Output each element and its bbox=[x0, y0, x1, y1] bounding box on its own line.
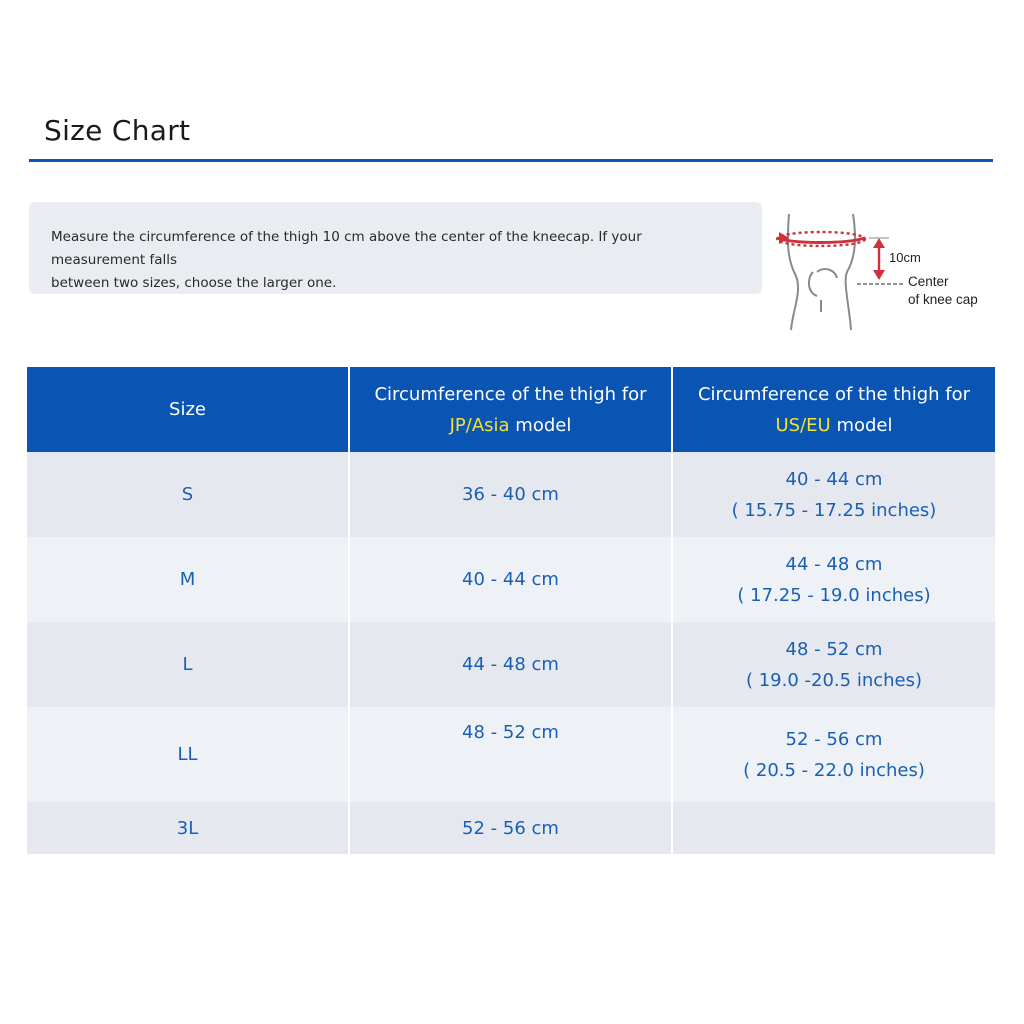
header-size-label: Size bbox=[169, 399, 206, 420]
header-jp bbox=[349, 367, 672, 452]
center-label-2: of knee cap bbox=[908, 292, 978, 307]
header-us bbox=[672, 367, 995, 452]
table-row bbox=[27, 537, 995, 622]
arrow-up-icon bbox=[873, 238, 885, 248]
table-row bbox=[27, 802, 995, 854]
note-line-2: between two sizes, choose the larger one. bbox=[51, 275, 337, 291]
table-row bbox=[27, 452, 995, 537]
jp-cell: 36 - 40 cm bbox=[349, 452, 672, 537]
header-jp-rest: model bbox=[509, 414, 572, 436]
center-label-1: Center bbox=[908, 274, 949, 289]
jp-cell: 40 - 44 cm bbox=[349, 537, 672, 622]
us-inches: ( 19.0 -20.5 inches) bbox=[745, 669, 923, 691]
size-cell: LL bbox=[27, 707, 349, 802]
size-table bbox=[27, 367, 995, 854]
header-us-rest: model bbox=[830, 414, 893, 436]
us-cell bbox=[672, 802, 995, 854]
jp-cell: 52 - 56 cm bbox=[349, 802, 672, 854]
measurement-note bbox=[29, 202, 762, 294]
distance-label: 10cm bbox=[889, 250, 921, 265]
us-cell bbox=[672, 452, 995, 537]
us-cm: 52 - 56 cm bbox=[785, 728, 883, 750]
knee-diagram-svg bbox=[765, 200, 997, 336]
us-inches: ( 15.75 - 17.25 inches) bbox=[731, 499, 937, 521]
us-cm: 44 - 48 cm bbox=[785, 553, 883, 575]
size-cell: M bbox=[27, 537, 349, 622]
note-line-1: Measure the circumference of the thigh 10 cm above the center of the kneecap. If your measurement falls bbox=[51, 229, 642, 268]
header-size bbox=[27, 367, 349, 452]
us-inches: ( 20.5 - 22.0 inches) bbox=[743, 759, 925, 781]
title-divider bbox=[29, 159, 993, 162]
table-row bbox=[27, 622, 995, 707]
us-cell bbox=[672, 622, 995, 707]
us-cm: 40 - 44 cm bbox=[785, 468, 883, 490]
size-cell: 3L bbox=[27, 802, 349, 854]
jp-cell: 48 - 52 cm bbox=[349, 707, 672, 802]
leg-outline-left bbox=[788, 214, 798, 330]
header-jp-highlight: JP/Asia bbox=[449, 414, 510, 436]
size-cell: S bbox=[27, 452, 349, 537]
header-jp-line1: Circumference of the thigh for bbox=[374, 383, 647, 405]
circumference-band bbox=[777, 238, 865, 243]
leg-outline-right bbox=[846, 214, 855, 330]
us-cell bbox=[672, 537, 995, 622]
jp-cell: 44 - 48 cm bbox=[349, 622, 672, 707]
us-cm: 48 - 52 cm bbox=[785, 638, 883, 660]
us-inches: ( 17.25 - 19.0 inches) bbox=[737, 584, 931, 606]
page-title: Size Chart bbox=[44, 114, 191, 147]
header-us-line1: Circumference of the thigh for bbox=[697, 383, 971, 405]
table-row bbox=[27, 707, 995, 802]
knee-measurement-diagram bbox=[765, 200, 997, 336]
size-cell: L bbox=[27, 622, 349, 707]
kneecap-curve bbox=[817, 269, 837, 278]
header-us-highlight: US/EU bbox=[775, 414, 831, 436]
us-cell bbox=[672, 707, 995, 802]
kneecap-outline bbox=[809, 272, 817, 296]
table-header-row bbox=[27, 367, 995, 452]
arrow-down-icon bbox=[873, 270, 885, 280]
